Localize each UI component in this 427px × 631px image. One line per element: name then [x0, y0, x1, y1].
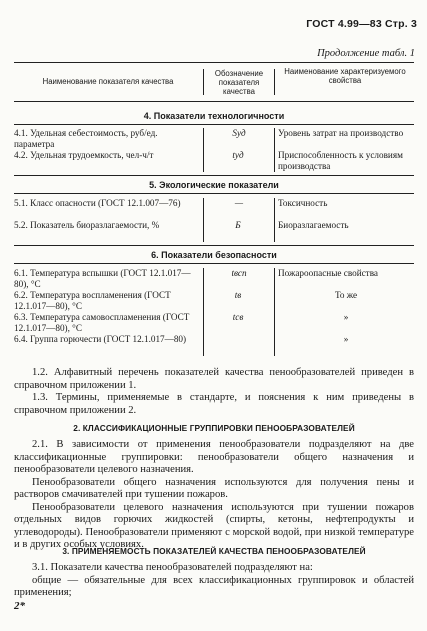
section-rule: [14, 124, 414, 125]
standard-header: ГОСТ 4.99—83 Стр. 3: [306, 18, 417, 30]
paragraph: Пенообразователи целевого назначения используются при тушении пожаров отдельных видов горючих жидкостей (спирты, кетоны, нефтепродукты и углеводороды). Пенообразователи применяют с морской водой, при низкой температуре и в других особых условиях.: [14, 501, 414, 550]
table-row: [14, 128, 414, 150]
indicator-symbol: tсв: [232, 312, 244, 322]
paragraph: общие — обязательные для всех классификационных группировок и областей применения;: [14, 574, 414, 598]
indicator-property: »: [343, 312, 349, 322]
indicator-symbol: Sуд: [203, 128, 275, 172]
paragraph: 1.3. Термины, применяемые в стандарте, и пояснения к ним приведены в справочном приложении 2.: [14, 392, 414, 416]
section-title: 6. Показатели безопасности: [151, 250, 277, 260]
column-header-symbol: Обозначение показателя качества: [203, 69, 275, 95]
indicator-symbol: tв: [234, 290, 242, 300]
indicator-name: 4.1. Удельная себестоимость, руб/ед. параметра: [14, 128, 158, 149]
page-signature-mark: 2*: [14, 600, 25, 612]
section-rule: [14, 245, 414, 246]
paragraph: Пенообразователи общего назначения используются для получения пены и растворов смачивателей при тушении пожаров.: [14, 476, 414, 500]
indicator-property: Пожароопасные свойства: [278, 268, 378, 278]
body-paragraphs-2: [14, 439, 414, 552]
indicator-name: 5.2. Показатель биоразлагаемости, %: [14, 220, 160, 230]
indicator-property: Уровень затрат на производство: [278, 128, 404, 138]
indicator-symbol: —: [203, 198, 275, 242]
column-header-property: Наименование характеризуемого свойства: [284, 67, 406, 85]
indicator-property: »: [343, 334, 349, 344]
section-rule: [14, 193, 414, 194]
indicator-symbol: tвсп: [203, 268, 275, 356]
paragraph: 2.1. В зависимости от применения пенообразователи подразделяют на две классификационные группировки: пенообразователи общего назначения и пенообразователи целевого назначения.: [14, 439, 414, 475]
body-paragraphs-1: [14, 367, 414, 417]
table-continuation-label: Продолжение табл. 1: [317, 48, 415, 59]
column-header-name: Наименование показателя качества: [42, 77, 174, 86]
section-rule: [14, 175, 414, 176]
section-heading: 2. КЛАССИФИКАЦИОННЫЕ ГРУППИРОВКИ ПЕНООБРАЗОВАТЕЛЕЙ: [73, 423, 355, 433]
section-title: 4. Показатели технологичности: [143, 111, 285, 121]
indicator-name: 4.2. Удельная трудоемкость, чел-ч/т: [14, 150, 154, 160]
indicator-property: Приспособленность к условиям производства: [278, 150, 403, 171]
indicator-property: Токсичность: [278, 198, 328, 208]
section-rule: [14, 263, 414, 264]
indicator-name: 6.1. Температура вспышки (ГОСТ 12.1.017—80), °С: [14, 268, 191, 289]
indicator-property: Биоразлагаемость: [278, 220, 349, 230]
table-header: [14, 62, 414, 102]
section-title: 5. Экологические показатели: [149, 180, 279, 190]
indicator-symbol: Б: [235, 220, 241, 230]
paragraph: 3.1. Показатели качества пенообразователей подразделяют на:: [32, 562, 313, 573]
indicator-symbol: tуд: [232, 150, 244, 160]
indicator-name: 5.1. Класс опасности (ГОСТ 12.1.007—76): [14, 198, 181, 208]
section-heading: 3. ПРИМЕНЯЕМОСТЬ ПОКАЗАТЕЛЕЙ КАЧЕСТВА ПЕНООБРАЗОВАТЕЛЕЙ: [62, 546, 366, 556]
indicator-name: 6.2. Температура воспламенения (ГОСТ 12.1.017—80), °С: [14, 290, 171, 311]
indicator-property: То же: [334, 290, 358, 300]
body-paragraphs-3: [14, 562, 414, 600]
quality-indicators-table: [14, 62, 414, 344]
indicator-name: 6.3. Температура самовоспламенения (ГОСТ 12.1.017—80), °С: [14, 312, 190, 333]
paragraph: 1.2. Алфавитный перечень показателей качества пенообразователей приведен в справочном приложении 1.: [14, 367, 414, 391]
indicator-name: 6.4. Группа горючести (ГОСТ 12.1.017—80): [14, 334, 187, 344]
